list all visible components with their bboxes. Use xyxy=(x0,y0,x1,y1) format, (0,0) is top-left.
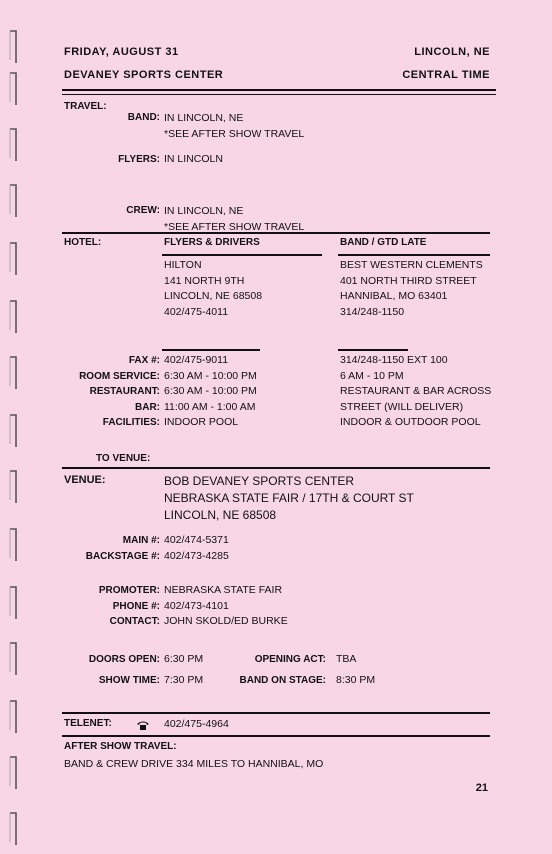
band-travel-line: IN LINCOLN, NE xyxy=(164,112,244,124)
hotel-col2-detail: RESTAURANT & BAR ACROSS xyxy=(340,385,492,397)
hotel-col1-title: FLYERS & DRIVERS xyxy=(164,237,260,248)
hotel-col1-detail: 6:30 AM - 10:00 PM xyxy=(164,385,257,397)
hotel-col2-line: 314/248-1150 xyxy=(340,305,405,318)
hotel-col1-line: LINCOLN, NE 68508 xyxy=(164,290,263,302)
promoter-labels xyxy=(99,583,160,630)
header-rule-thin xyxy=(62,94,496,95)
hotel-col1-line: HILTON xyxy=(164,259,202,271)
contact-value: JOHN SKOLD/ED BURKE xyxy=(164,615,288,627)
restaurant-label: RESTAURANT: xyxy=(89,386,160,397)
facilities-label: FACILITIES: xyxy=(102,417,160,428)
hotel-heading: HOTEL: xyxy=(64,237,102,248)
header-venue: DEVANEY SPORTS CENTER xyxy=(64,69,224,81)
hotel-col1-rule xyxy=(162,254,322,256)
hotel-col2-line: HANNIBAL, MO 63401 xyxy=(340,290,448,302)
binder-hole xyxy=(8,300,18,334)
binder-hole xyxy=(8,812,18,846)
hotel-col1-detail: 6:30 AM - 10:00 PM xyxy=(164,369,257,382)
main-phone-label: MAIN #: xyxy=(122,535,160,546)
binder-hole xyxy=(8,414,18,448)
header-city: LINCOLN, NE xyxy=(414,46,490,58)
binder-hole xyxy=(8,586,18,620)
binder-hole xyxy=(8,128,18,162)
hotel-col1-line: 141 NORTH 9TH xyxy=(164,274,245,287)
backstage-phone-label: BACKSTAGE #: xyxy=(85,550,160,562)
binder-hole xyxy=(8,242,18,276)
hotel-col1-details xyxy=(164,353,257,431)
band-travel-line: *SEE AFTER SHOW TRAVEL xyxy=(164,127,305,140)
hotel-col2-details xyxy=(340,353,491,431)
band-on-stage-label: BAND ON STAGE: xyxy=(239,675,326,686)
crew-travel-line: IN LINCOLN, NE xyxy=(164,205,244,217)
venue-rule xyxy=(62,467,490,469)
hotel-col2-detail: INDOOR & OUTDOOR POOL xyxy=(340,416,481,428)
fax-label: FAX #: xyxy=(128,355,160,366)
binder-hole xyxy=(8,72,18,106)
band-travel-value xyxy=(164,111,304,142)
hotel-col2-title: BAND / GTD LATE xyxy=(340,237,427,248)
travel-rule xyxy=(62,232,490,234)
hotel-detail-labels xyxy=(79,353,160,431)
binder-hole xyxy=(8,642,18,676)
opening-act-value: TBA xyxy=(336,653,357,665)
binder-hole xyxy=(8,700,18,734)
contact-label: CONTACT: xyxy=(109,616,160,627)
header-timezone: CENTRAL TIME xyxy=(402,69,490,81)
doors-open-label: DOORS OPEN: xyxy=(88,654,160,665)
band-travel-label: BAND: xyxy=(127,112,160,123)
binder-hole xyxy=(8,30,18,64)
header-date: FRIDAY, AUGUST 31 xyxy=(64,46,179,58)
hotel-col2-detail: 314/248-1150 EXT 100 xyxy=(340,354,448,366)
after-show-rule xyxy=(62,735,490,737)
promoter-phone-label: PHONE #: xyxy=(112,600,160,612)
hotel-col2-detail: STREET (WILL DELIVER) xyxy=(340,400,464,413)
promoter-label: PROMOTER: xyxy=(98,585,160,596)
travel-heading: TRAVEL: xyxy=(64,101,107,112)
flyers-travel-label: FLYERS: xyxy=(118,154,160,165)
show-time-label: SHOW TIME: xyxy=(98,675,160,686)
telenet-rule xyxy=(62,712,490,714)
hotel-col2-detail: 6 AM - 10 PM xyxy=(340,369,404,382)
doors-open-value: 6:30 PM xyxy=(164,653,204,665)
page-number: 21 xyxy=(475,782,488,794)
venue-heading: VENUE: xyxy=(64,474,106,486)
hotel-col1-detail: 11:00 AM - 1:00 AM xyxy=(164,400,256,413)
hotel-col2-line: 401 NORTH THIRD STREET xyxy=(340,274,477,287)
flyers-travel-value: IN LINCOLN xyxy=(164,153,223,165)
band-on-stage-value: 8:30 PM xyxy=(336,674,376,686)
after-show-heading: AFTER SHOW TRAVEL: xyxy=(64,741,177,752)
promoter-values xyxy=(164,583,288,630)
telephone-icon xyxy=(136,718,150,730)
hotel-col1-detail: INDOOR POOL xyxy=(164,416,239,428)
venue-line: BOB DEVANEY SPORTS CENTER xyxy=(164,474,355,488)
promoter-value: NEBRASKA STATE FAIR xyxy=(164,584,283,596)
crew-travel-value xyxy=(164,204,304,235)
binder-hole xyxy=(8,528,18,562)
crew-travel-line: *SEE AFTER SHOW TRAVEL xyxy=(164,220,305,233)
venue-line: LINCOLN, NE 68508 xyxy=(164,508,277,522)
show-time-value: 7:30 PM xyxy=(164,674,204,686)
venue-phone-labels xyxy=(86,533,160,564)
bar-label: BAR: xyxy=(135,401,160,413)
hotel-col1-detail-rule xyxy=(162,349,260,351)
venue-line: NEBRASKA STATE FAIR / 17TH & COURT ST xyxy=(164,491,414,505)
after-show-text: BAND & CREW DRIVE 334 MILES TO HANNIBAL, MO xyxy=(64,758,324,770)
crew-travel-label: CREW: xyxy=(126,205,160,216)
hotel-col2-rule xyxy=(338,254,490,256)
promoter-phone-value: 402/473-4101 xyxy=(164,599,229,612)
main-phone-value: 402/474-5371 xyxy=(164,534,229,546)
telenet-value: 402/475-4964 xyxy=(164,718,229,730)
opening-act-label: OPENING ACT: xyxy=(254,654,326,665)
telenet-label: TELENET: xyxy=(64,718,112,729)
venue-phone-values xyxy=(164,533,229,564)
binder-hole xyxy=(8,470,18,504)
to-venue-label: TO VENUE: xyxy=(96,453,151,464)
header-rule xyxy=(62,89,496,91)
hotel-col1-address xyxy=(164,258,262,320)
backstage-phone-value: 402/473-4285 xyxy=(164,549,229,562)
hotel-col2-detail-rule xyxy=(338,349,408,351)
room-service-label: ROOM SERVICE: xyxy=(79,370,160,382)
hotel-col1-line: 402/475-4011 xyxy=(164,305,229,318)
binder-hole xyxy=(8,756,18,790)
venue-address xyxy=(164,473,414,524)
hotel-col2-line: BEST WESTERN CLEMENTS xyxy=(340,259,483,271)
binder-hole xyxy=(8,356,18,390)
binder-hole xyxy=(8,184,18,218)
hotel-col1-detail: 402/475-9011 xyxy=(164,354,229,366)
hotel-col2-address xyxy=(340,258,483,320)
